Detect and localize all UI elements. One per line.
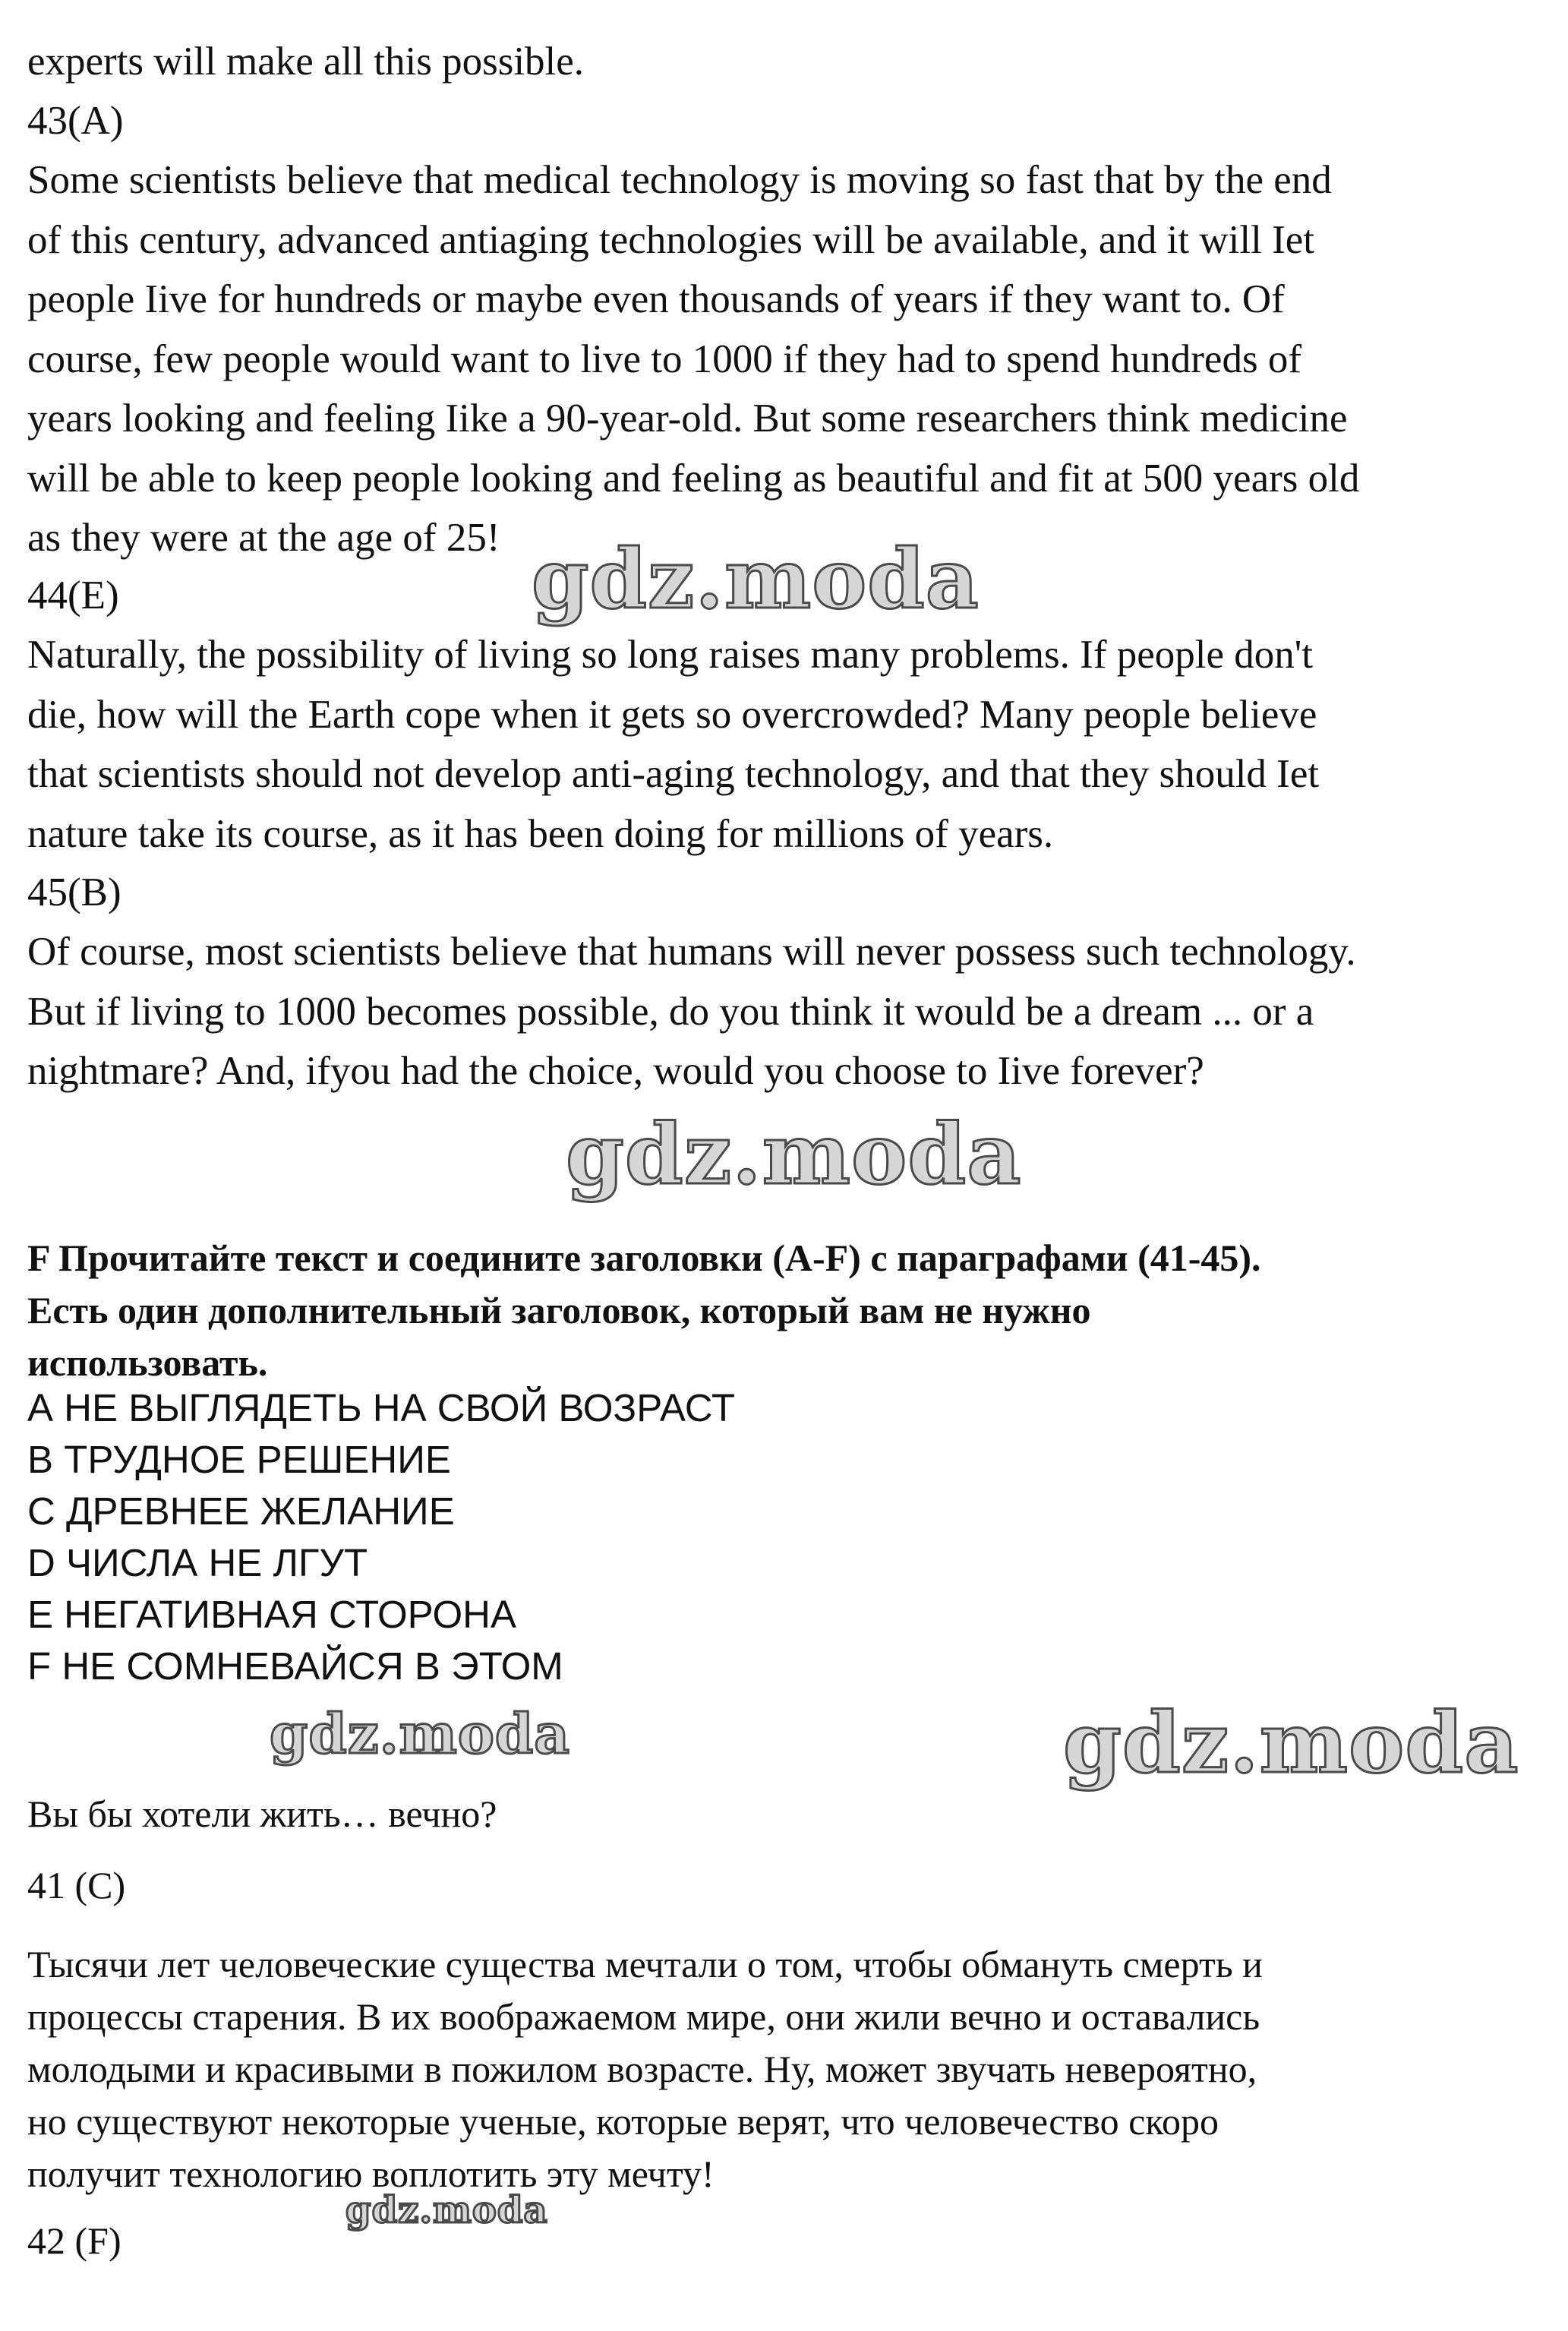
- task-instruction: [27, 1232, 1261, 1389]
- paragraph-41-line: получит технологию воплотить эту мечту!: [27, 2153, 715, 2195]
- paragraph-44-line: die, how will the Earth cope when it gets so overcrowded? Many people believe: [27, 692, 1317, 737]
- heading-item: D ЧИСЛА НЕ ЛГУТ: [27, 1541, 368, 1584]
- paragraph-41-line: но существуют некоторые ученые, которые верят, что человечество скоро: [27, 2100, 1219, 2143]
- heading-item: F НЕ СОМНЕВАЙСЯ В ЭТОМ: [27, 1644, 563, 1688]
- heading-item: С ДРЕВНЕЕ ЖЕЛАНИЕ: [27, 1489, 455, 1533]
- paragraph-43-line: of this century, advanced antiaging technologies will be available, and it will Iet: [27, 217, 1314, 262]
- paragraph-43-line: Some scientists believe that medical technology is moving so fast that by the end: [27, 158, 1332, 202]
- paragraph-45-text: [27, 922, 1356, 1101]
- paragraph-45-line: nightmare? And, ifyou had the choice, would you choose to Iive forever?: [27, 1049, 1204, 1093]
- paragraph-44-text: [27, 625, 1319, 864]
- paragraph-43-line: will be able to keep people looking and feeling as beautiful and fit at 500 years old: [27, 456, 1360, 501]
- paragraph-43-line: people Iive for hundreds or maybe even thousands of years if they want to. Of: [27, 277, 1285, 321]
- watermark-logo: gdz.moda: [345, 2189, 548, 2232]
- paragraph-43-line: as they were at the age of 25!: [27, 516, 500, 560]
- watermark-logo: gdz.moda: [1063, 1694, 1519, 1792]
- watermark-logo: gdz.moda: [270, 1701, 570, 1766]
- paragraph-45-line: Of course, most scientists believe that humans will never possess such technology.: [27, 930, 1356, 974]
- paragraph-42-label: 42 (F): [27, 2219, 121, 2262]
- paragraph-43-line: years looking and feeling Iike a 90-year-old. But some researchers think medicine: [27, 396, 1348, 441]
- paragraph-41-text: [27, 1938, 1263, 2200]
- watermark-logo: gdz.moda: [566, 1105, 1022, 1203]
- paragraph-45-label: 45(B): [27, 870, 121, 914]
- heading-item: В ТРУДНОЕ РЕШЕНИЕ: [27, 1438, 451, 1481]
- paragraph-41-line: процессы старения. В их воображаемом мире, они жили вечно и оставались: [27, 1995, 1260, 2038]
- paragraph-43-label: 43(A): [27, 99, 124, 143]
- paragraph-41-line: молодыми и красивыми в пожилом возрасте. Ну, может звучать невероятно,: [27, 2048, 1257, 2090]
- headings-list: [27, 1382, 735, 1692]
- paragraph-43-line: course, few people would want to live to 1000 if they had to spend hundreds of: [27, 336, 1301, 381]
- paragraph-44-line: nature take its course, as it has been doing for millions of years.: [27, 811, 1054, 856]
- paragraph-44-label: 44(E): [27, 573, 119, 617]
- watermark-logo: gdz.moda: [532, 532, 980, 627]
- intro-tail-line: experts will make all this possible.: [27, 39, 585, 84]
- heading-item: Е НЕГАТИВНАЯ СТОРОНА: [27, 1593, 517, 1636]
- paragraph-44-line: Naturally, the possibility of living so long raises many problems. If people don't: [27, 633, 1314, 677]
- task-instruction-line: Есть один дополнительный заголовок, который вам не нужно: [27, 1289, 1091, 1331]
- paragraph-45-line: But if living to 1000 becomes possible, do you think it would be a dream ... or a: [27, 989, 1314, 1034]
- paragraph-41-line: Тысячи лет человеческие существа мечтали о том, чтобы обмануть смерть и: [27, 1943, 1263, 1985]
- task-instruction-line: F Прочитайте текст и соедините заголовки (A-F) с параграфами (41-45).: [27, 1237, 1261, 1279]
- paragraph-43-text: [27, 150, 1359, 568]
- russian-title: Вы бы хотели жить… вечно?: [27, 1792, 497, 1835]
- heading-item: А НЕ ВЫГЛЯДЕТЬ НА СВОЙ ВОЗРАСТ: [27, 1386, 736, 1429]
- task-instruction-line: использовать.: [27, 1341, 268, 1384]
- paragraph-44-line: that scientists should not develop anti-aging technology, and that they should Iet: [27, 752, 1320, 796]
- paragraph-41-label: 41 (С): [27, 1864, 126, 1906]
